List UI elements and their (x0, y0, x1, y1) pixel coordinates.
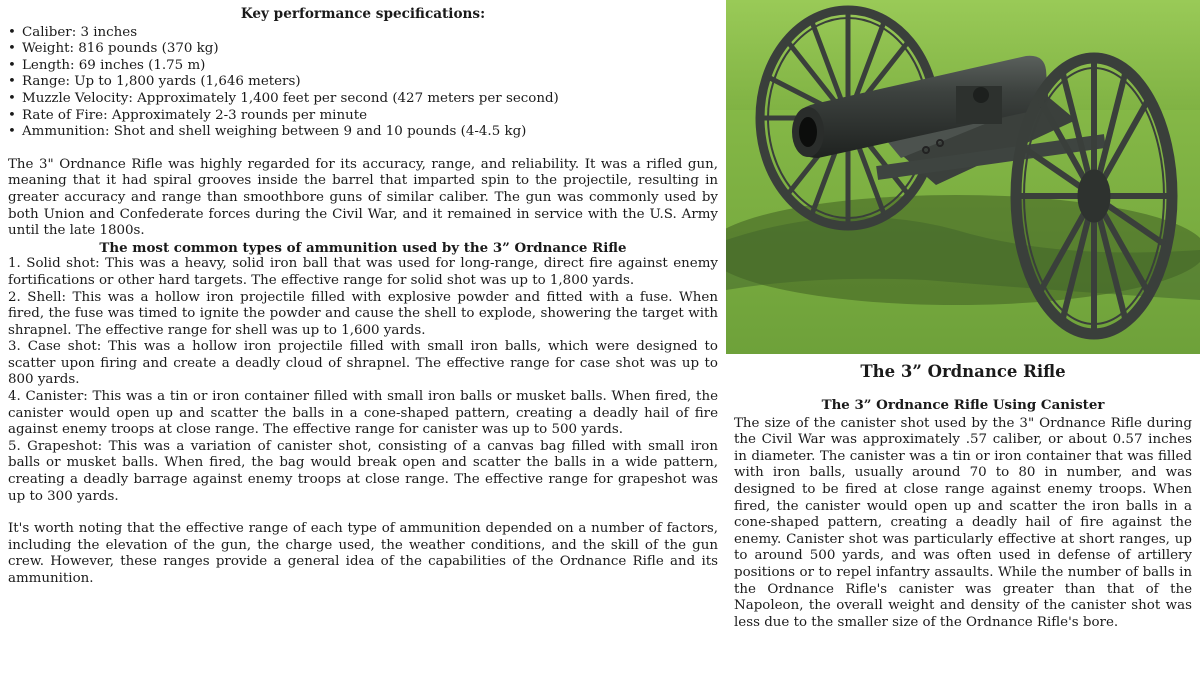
cannon-photo (726, 0, 1200, 354)
ammo-item: 4. Canister: This was a tin or iron container filled with small iron balls or musket balls. When fired, the canister would open up and scatter the balls in a cone-shaped pattern, creating a deadly hail of fire against enemy troops at close range. The effective range for canister was up to 500 yards. (8, 389, 718, 438)
front-wheel (1016, 58, 1172, 334)
intro-paragraph: The 3" Ordnance Rifle was highly regarded for its accuracy, range, and reliability. It was a rifled gun, meaning that it had spiral grooves inside the barrel that imparted spin to the projectile, resulting in greater accuracy and range than smoothbore guns of similar caliber. The gun was commonly used by both Union and Confederate forces during the Civil War, and it remained in service with the U.S. Army until the late 1800s. (8, 156, 718, 239)
spec-item: • Rate of Fire: Approximately 2-3 rounds per minute (8, 108, 718, 125)
ammunition-heading: The most common types of ammunition used by the 3” Ordnance Rifle (99, 239, 627, 256)
photo-caption: The 3” Ordnance Rifle (860, 362, 1066, 381)
left-column (8, 6, 718, 588)
right-column (734, 397, 1192, 631)
canister-heading: The 3” Ordnance Rifle Using Canister (821, 397, 1105, 413)
specs-heading: Key performance specifications: (240, 6, 486, 22)
ammo-item: 5. Grapeshot: This was a variation of canister shot, consisting of a canvas bag filled with small iron balls or musket balls. When fired, the bag would break open and scatter the balls in a wide pattern, creating a deadly barrage against enemy troops at close range. The effective range for grapeshot was up to 300 yards. (8, 438, 718, 504)
ammo-item: 3. Case shot: This was a hollow iron projectile filled with small iron balls, which were designed to scatter upon firing and create a deadly cloud of shrapnel. The effective range for case shot was up to 800 yards. (8, 339, 718, 388)
spec-item: • Muzzle Velocity: Approximately 1,400 feet per second (427 meters per second) (8, 91, 718, 108)
spec-item: • Length: 69 inches (1.75 m) (8, 58, 718, 75)
closing-paragraph: It's worth noting that the effective range of each type of ammunition depended on a number of factors, including the elevation of the gun, the charge used, the weather conditions, and the skill of the gun crew. However, these ranges provide a general idea of the capabilities of the Ordnance Rifle and its ammunition. (8, 521, 718, 586)
spec-item: • Caliber: 3 inches (8, 25, 718, 42)
spec-item: • Ammunition: Shot and shell weighing between 9 and 10 pounds (4-4.5 kg) (8, 124, 718, 141)
spec-item: • Range: Up to 1,800 yards (1,646 meters) (8, 74, 718, 91)
specs-list (8, 25, 718, 141)
ammo-item: 2. Shell: This was a hollow iron projectile filled with explosive powder and fitted with a fuse. When fired, the fuse was timed to ignite the powder and cause the shell to explode, showering the target with shrapnel. The effective range for shell was up to 1,600 yards. (8, 289, 718, 338)
canister-paragraph: The size of the canister shot used by the 3" Ordnance Rifle during the Civil War was approximately .57 caliber, or about 0.57 inches in diameter. The canister was a tin or iron container that was filled with iron balls, usually around 70 to 80 in number, and was designed to be fired at close range against enemy troops. When fired, the canister would open up and scatter the iron balls in a cone-shaped pattern, creating a deadly hail of fire against the enemy. Canister shot was particularly effective at short ranges, up to around 500 yards, and was often used in defense of artillery positions or to repel infantry assaults. While the number of balls in the Ordnance Rifle's canister was greater than that of the Napoleon, the overall weight and density of the canister shot was less due to the smaller size of the Ordnance Rifle's bore. (734, 415, 1192, 630)
spec-item: • Weight: 816 pounds (370 kg) (8, 41, 718, 58)
ammo-item: 1. Solid shot: This was a heavy, solid iron ball that was used for long-range, direct fire against enemy fortifications or other hard targets. The effective range for solid shot was up to 1,800 yards. (8, 256, 718, 288)
